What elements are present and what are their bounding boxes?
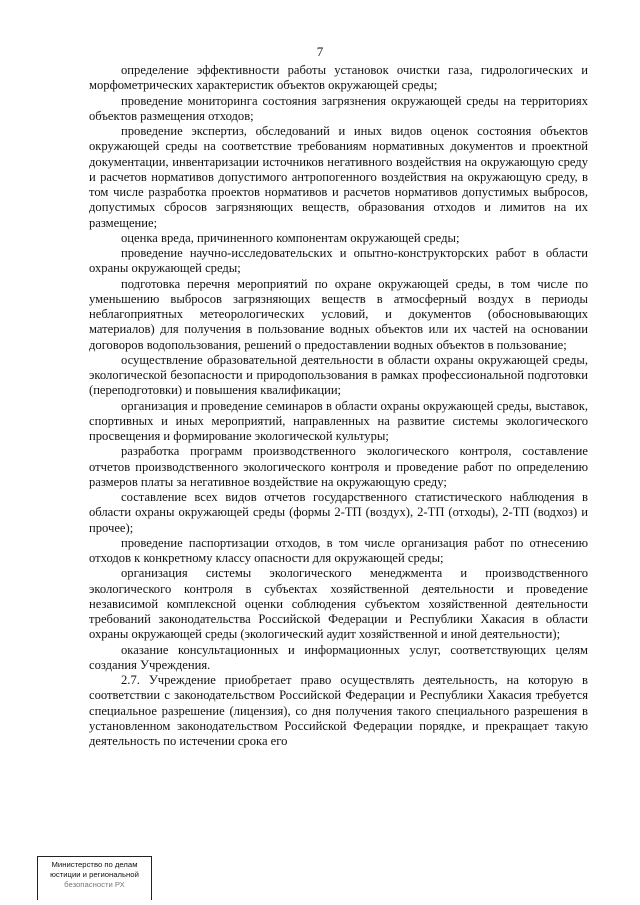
- paragraph: разработка программ производственного экологического контроля, составление отчетов производственного экологического контроля и проведение работ по определению размеров платы за негативное воздействие на окружающую среду;: [89, 444, 588, 489]
- paragraph: проведение научно-исследовательских и опытно-конструкторских работ в области охраны окружающей среды;: [89, 246, 588, 276]
- stamp-line: безопасности РХ: [64, 880, 125, 889]
- document-body: [89, 63, 588, 749]
- paragraph: проведение экспертиз, обследований и иных видов оценок состояния объектов окружающей среды на соответствие требованиям нормативных документов и проектной документации, инвентаризации источников негативного воздействия на окружающую среду и расчетов нормативов допустимого антропогенного воздействия на окружающую среду, в том числе разработка проектов нормативов и расчетов нормативов допустимых выбросов, допустимых сбросов загрязняющих веществ, образования отходов и лимитов на их размещение;: [89, 124, 588, 230]
- stamp-line: Министерство по делам: [51, 860, 138, 869]
- ministry-stamp: [37, 856, 152, 900]
- paragraph: организация системы экологического менеджмента и производственного экологического контроля в субъектах хозяйственной деятельности и проведение независимой комплексной оценки соблюдения субъектом хозяйственной деятельности требований законодательства Российской Федерации и Республики Хакасия в области охраны окружающей среды (экологический аудит хозяйственной и иной деятельности);: [89, 566, 588, 642]
- paragraph: организация и проведение семинаров в области охраны окружающей среды, выставок, спортивных и иных мероприятий, направленных на развитие системы экологического просвещения и формирование экологической культуры;: [89, 398, 588, 443]
- paragraph: составление всех видов отчетов государственного статистического наблюдения в области охраны окружающей среды (формы 2-ТП (воздух), 2-ТП (отходы), 2-ТП (водхоз) и прочее);: [89, 490, 588, 535]
- paragraph: оценка вреда, причиненного компонентам окружающей среды;: [121, 230, 460, 245]
- paragraph: проведение паспортизации отходов, в том числе организация работ по отнесению отходов к конкретному классу опасности для окружающей среды;: [89, 535, 588, 565]
- paragraph: определение эффективности работы установок очистки газа, гидрологических и морфометрических характеристик объектов окружающей среды;: [89, 63, 588, 93]
- stamp-line: юстиции и региональной: [50, 870, 139, 879]
- section-2-7-paragraph: 2.7. Учреждение приобретает право осуществлять деятельность, на которую в соответствии с законодательством Российской Федерации и Республики Хакасия требуется специальное разрешение (лицензия), со дня получения такого специального разрешения в установленном законодательством Российской Федерации порядке, и прекращает такую деятельность по истечении срока его: [89, 673, 588, 748]
- paragraph: подготовка перечня мероприятий по охране окружающей среды, в том числе по уменьшению выбросов загрязняющих веществ в атмосферный воздух в периоды неблагоприятных метеорологических условий, и документов (обосновывающих материалов) для получения в пользование водных объектов или их частей на основании договоров водопользования, решений о предоставлении водных объектов в пользование;: [89, 276, 588, 352]
- page-number: 7: [316, 44, 324, 59]
- paragraph: осуществление образовательной деятельности в области охраны окружающей среды, экологической безопасности и природопользования в рамках профессиональной подготовки (переподготовки) и повышения квалификации;: [89, 352, 588, 398]
- paragraph: оказание консультационных и информационных услуг, соответствующих целям создания Учреждения.: [89, 642, 588, 672]
- paragraph: проведение мониторинга состояния загрязнения окружающей среды на территориях объектов размещения отходов;: [89, 93, 588, 123]
